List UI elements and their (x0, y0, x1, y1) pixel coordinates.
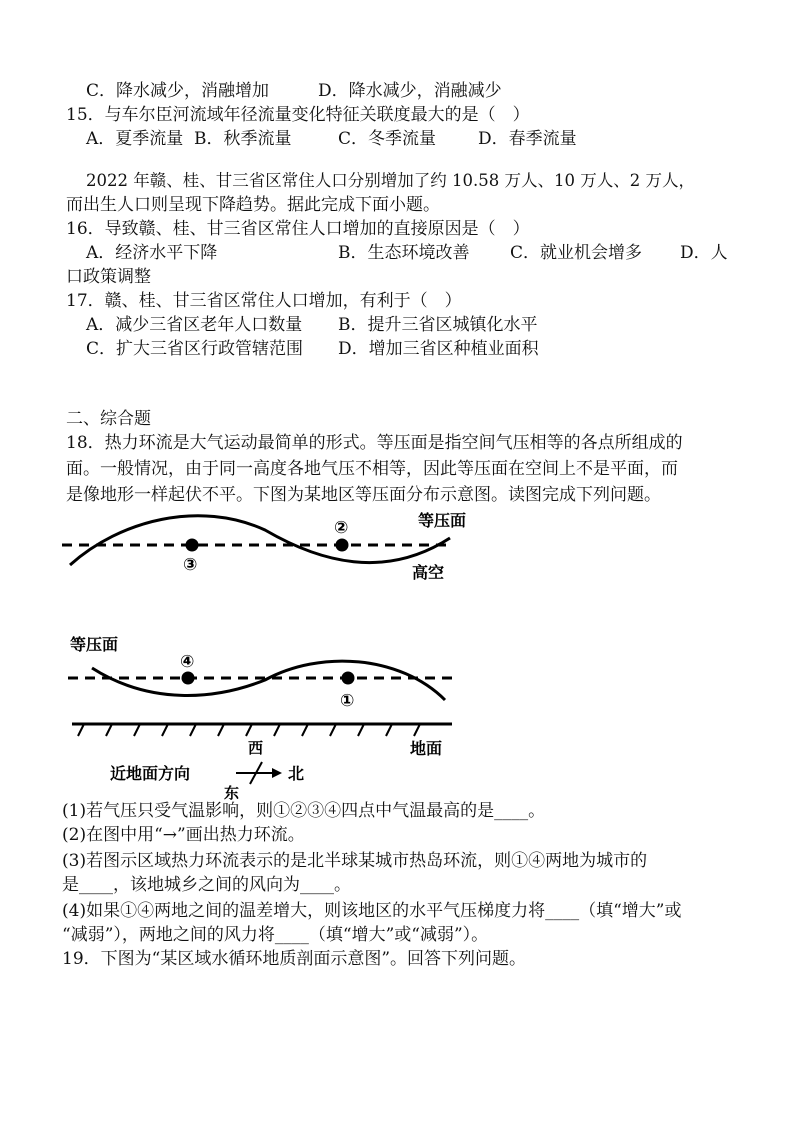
q18-stem-line-2: 面。一般情况，由于同一高度各地气压不相等，因此等压面在空间上不是平面，而 (66, 459, 678, 479)
q16-option-d: D．人 (680, 243, 728, 263)
q17-option-d: D．增加三省区种植业面积 (338, 339, 539, 359)
upper-isobar-curve (70, 516, 450, 565)
point-4-dot (182, 672, 195, 685)
point-3-dot (186, 539, 199, 552)
passage-line-1: 2022 年赣、桂、甘三省区常住人口分别增加了约 10.58 万人、10 万人、2 万人， (86, 171, 695, 190)
q18-stem-line-1: 18．热力环流是大气运动最简单的形式。等压面是指空间气压相等的各点所组成的 (66, 433, 683, 453)
q16-stem: 16．导致赣、桂、甘三省区常住人口增加的直接原因是（ ） (66, 219, 530, 239)
isobar-diagram (0, 500, 800, 800)
lower-isobar-curve (92, 661, 445, 700)
q17-option-b: B．提升三省区城镇化水平 (338, 315, 538, 335)
q17-option-c: C．扩大三省区行政管辖范围 (86, 339, 304, 359)
high-altitude-label: 高空 (412, 563, 445, 582)
q15-option-b: B．秋季流量 (194, 129, 292, 149)
lower-isobar-label: 等压面 (70, 635, 119, 654)
q15-option-d: D．春季流量 (478, 129, 577, 149)
passage-line-2: 而出生人口则呈现下降趋势。据此完成下面小题。 (66, 195, 440, 215)
section-heading: 二、综合题 (66, 409, 151, 429)
q16-option-c: C．就业机会增多 (510, 243, 643, 263)
q18-sub-2: (2)在图中用“→”画出热力环流。 (62, 825, 305, 845)
point-1-dot (342, 672, 355, 685)
direction-label: 近地面方向 (110, 764, 191, 783)
q14-option-d: D．降水减少，消融减少 (318, 81, 502, 101)
q19-stem: 19．下图为“某区域水循环地质剖面示意图”。回答下列问题。 (62, 949, 527, 969)
q18-stem-line-3: 是像地形一样起伏不平。下图为某地区等压面分布示意图。读图完成下列问题。 (66, 485, 661, 505)
q16-option-b: B．生态环境改善 (338, 243, 470, 263)
q18-sub-4-line-1: (4)如果①④两地之间的温差增大，则该地区的水平气压梯度力将____（填“增大”或 (62, 901, 682, 921)
q17-stem: 17．赣、桂、甘三省区常住人口增加，有利于（ ） (66, 291, 462, 311)
point-2-label: ② (334, 518, 349, 538)
point-3-label: ③ (183, 555, 198, 575)
point-4-label: ④ (180, 652, 195, 672)
q16-option-a: A．经济水平下降 (86, 243, 218, 263)
north-label: 北 (288, 764, 305, 783)
upper-isobar-label: 等压面 (418, 511, 467, 530)
q16-option-d-cont: 口政策调整 (66, 267, 151, 287)
q18-sub-1: (1)若气压只受气温影响，则①②③④四点中气温最高的是____。 (62, 801, 546, 821)
q18-sub-4-line-2: “减弱”），两地之间的风力将____（填“增大”或“减弱”）。 (62, 925, 489, 945)
q18-sub-3-line-2: 是____，该地城乡之间的风向为____。 (62, 875, 351, 895)
ground-label: 地面 (410, 739, 443, 758)
east-label: 东 (224, 784, 240, 800)
q15-stem: 15．与车尔臣河流域年径流量变化特征关联度最大的是（ ） (66, 105, 530, 125)
q15-option-a: A．夏季流量 (86, 129, 184, 149)
west-label: 西 (248, 739, 264, 757)
q18-sub-3-line-1: (3)若图示区域热力环流表示的是北半球某城市热岛环流，则①④两地为城市的 (62, 851, 648, 871)
ground-hatching (78, 724, 420, 736)
point-2-dot (336, 539, 349, 552)
point-1-label: ① (340, 691, 355, 711)
q14-option-c: C．降水减少，消融增加 (86, 81, 270, 101)
north-arrow-head (272, 768, 282, 778)
q17-option-a: A．减少三省区老年人口数量 (86, 315, 303, 335)
q15-option-c: C．冬季流量 (338, 129, 437, 149)
